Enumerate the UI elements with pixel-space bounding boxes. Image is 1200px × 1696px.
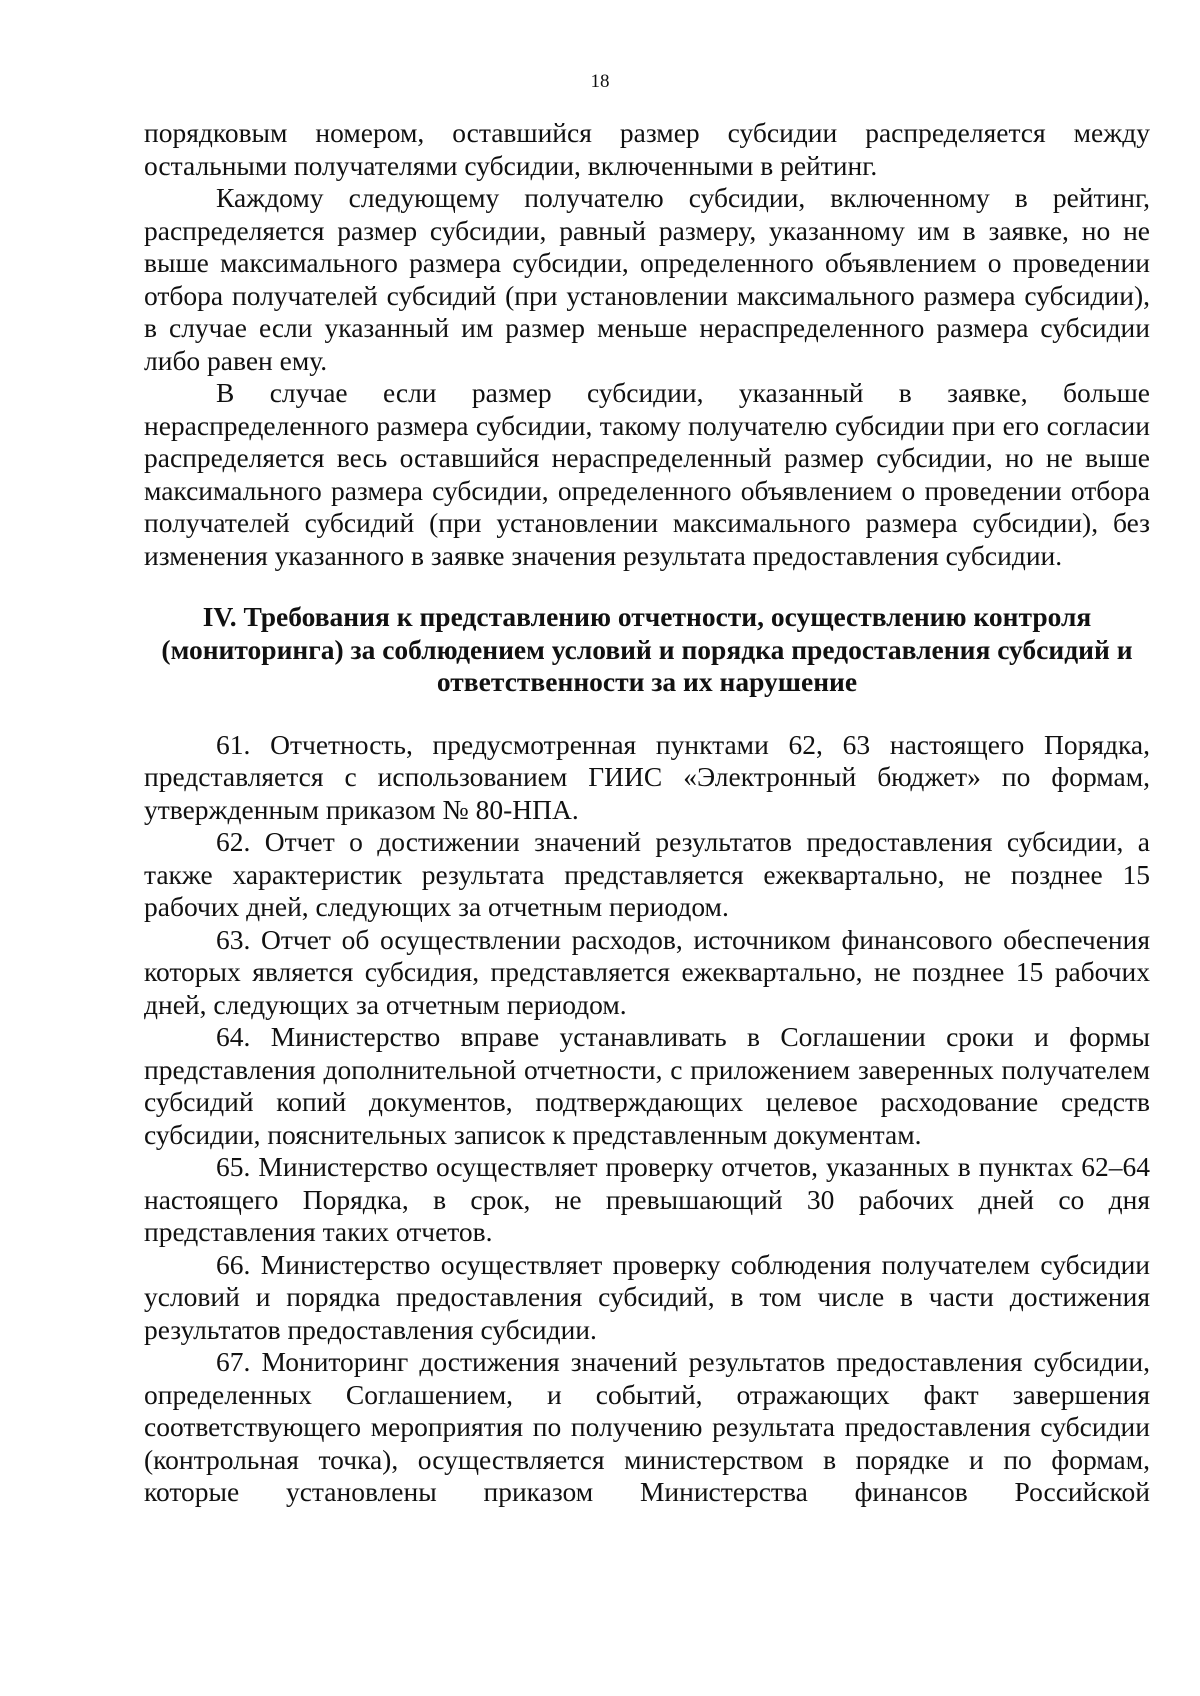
page-number: 18 xyxy=(590,71,610,92)
paragraph-item-61: 61. Отчетность, предусмотренная пунктами 62, 63 настоящего Порядка, представляется с использованием ГИИС «Электронный бюджет» по формам, утвержденным приказом № 80-НПА. xyxy=(144,728,1150,825)
section-heading: IV. Требования к представлению отчетности, осуществлению контроля (мониторинга) за соблюдением условий и порядка предоставления субсидий и ответственности за их нарушение xyxy=(161,601,1133,697)
paragraph-item-62: 62. Отчет о достижении значений результатов предоставления субсидии, а также характеристик результата представляется ежеквартально, не позднее 15 рабочих дней, следующих за отчетным периодом. xyxy=(144,826,1150,922)
paragraph-continuation: порядковым номером, оставшийся размер субсидии распределяется между остальными получателями субсидии, включенными в рейтинг. xyxy=(144,117,1150,181)
paragraph-item-63: 63. Отчет об осуществлении расходов, источником финансового обеспечения которых является субсидия, представляется ежеквартально, не позднее 15 рабочих дней, следующих за отчетным периодом. xyxy=(144,923,1150,1020)
paragraph-item-66: 66. Министерство осуществляет проверку соблюдения получателем субсидии условий и порядка предоставления субсидий, в том числе в части достижения результатов предоставления субсидии. xyxy=(144,1248,1150,1345)
paragraph: В случае если размер субсидии, указанный в заявке, больше нераспределенного размера субсидии, такому получателю субсидии при его согласии распределяется весь оставшийся нераспределенный размер субсидии, но не выше максимального размера субсидии, определенного объявлением о проведении отбора получателей субсидий (при установлении максимального размера субсидии), без изменения указанного в заявке значения результата предоставления субсидии. xyxy=(144,377,1150,571)
paragraph-item-64: 64. Министерство вправе устанавливать в Соглашении сроки и формы представления дополнительной отчетности, с приложением заверенных получателем субсидий копий документов, подтверждающих целевое расходование средств субсидии, пояснительных записок к представленным документам. xyxy=(144,1021,1150,1150)
paragraph: Каждому следующему получателю субсидии, включенному в рейтинг, распределяется размер субсидии, равный размеру, указанному им в заявке, но не выше максимального размера субсидии, определенного объявлением о проведении отбора получателей субсидий (при установлении максимального размера субсидии), в случае если указанный им размер меньше нераспределенного размера субсидии либо равен ему. xyxy=(144,182,1150,376)
paragraph-item-65: 65. Министерство осуществляет проверку отчетов, указанных в пунктах 62–64 настоящего Порядка, в срок, не превышающий 30 рабочих дней со дня представления таких отчетов. xyxy=(144,1151,1150,1247)
document-body xyxy=(144,117,1150,1509)
paragraph-item-67: 67. Мониторинг достижения значений результатов предоставления субсидии, определенных Соглашением, и событий, отражающих факт завершения соответствующего мероприятия по получению результата предоставления субсидии (контрольная точка), осуществляется министерством в порядке и по формам, которые установлены приказом Министерства финансов Российской xyxy=(144,1346,1150,1507)
